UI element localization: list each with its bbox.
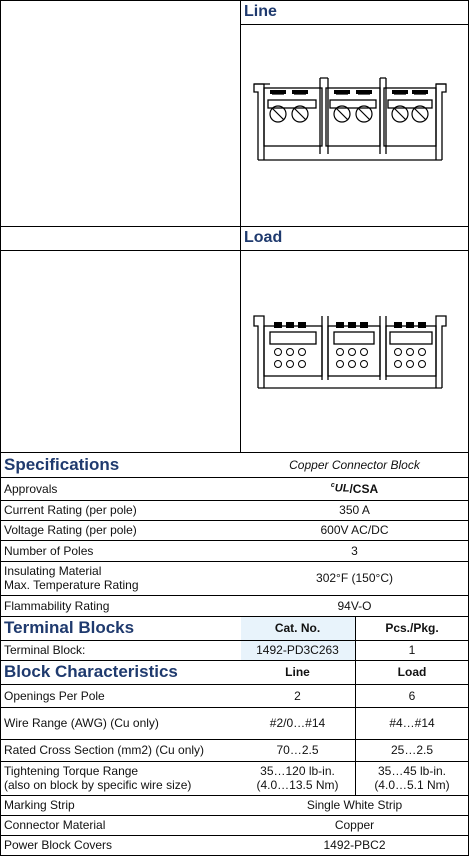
divider — [240, 24, 469, 25]
load-block-diagram — [250, 308, 450, 394]
spec-value: 302°F (150°C) — [316, 571, 393, 585]
char-label — [4, 764, 191, 792]
border-left — [0, 0, 1, 856]
line-value — [240, 764, 355, 792]
load-header: Load — [397, 665, 427, 679]
char-label: Openings Per Pole — [4, 688, 105, 703]
product-type: Copper Connector Block — [289, 457, 420, 472]
spec-label: Current Rating (per pole) — [4, 503, 137, 517]
char-value: Single White Strip — [306, 798, 403, 812]
line-header: Line — [285, 665, 310, 679]
line-block-diagram — [250, 74, 450, 164]
spec-label: Flammability Rating — [4, 598, 110, 613]
cat-no-value: 1492-PD3C263 — [256, 643, 339, 657]
char-label: Wire Range (AWG) (Cu only) — [4, 716, 159, 730]
border-top — [0, 0, 469, 1]
spec-value: 350 A — [339, 503, 370, 517]
spec-value: 3 — [351, 543, 358, 558]
divider — [0, 250, 469, 251]
char-label: Marking Strip — [4, 798, 75, 812]
spec-label-line: Insulating Material — [4, 564, 102, 578]
terminal-blocks-heading: Terminal Blocks — [4, 618, 135, 637]
spec-label: Approvals — [4, 481, 58, 496]
line-value-line: 35…120 lb-in. — [260, 764, 335, 778]
ul-mark-icon: $^c$UL — [330, 482, 350, 495]
pcs-value: 1 — [408, 643, 416, 657]
spec-label: Number of Poles — [4, 543, 94, 558]
line-value: #2/0…#14 — [269, 716, 326, 730]
char-label: Connector Material — [4, 818, 106, 832]
char-value: Copper — [334, 818, 375, 832]
load-value-line: 35…45 lb-in. — [377, 764, 447, 778]
char-value: 1492-PBC2 — [323, 838, 386, 852]
block-characteristics-heading: Block Characteristics — [4, 662, 178, 681]
load-value: 25…2.5 — [390, 743, 434, 757]
spec-label — [4, 564, 139, 592]
line-title: Line — [244, 3, 277, 20]
pcs-header: Pcs./Pkg. — [385, 621, 439, 635]
spec-value: 94V-O — [337, 598, 372, 613]
divider — [0, 226, 469, 227]
load-value: #4…#14 — [389, 716, 435, 730]
char-label-line: (also on block by specific wire size) — [4, 778, 192, 792]
spec-value: 600V AC/DC — [320, 523, 389, 537]
load-value-line: (4.0…5.1 Nm) — [374, 778, 450, 792]
spec-label: Voltage Rating (per pole) — [4, 523, 137, 537]
spec-value: /CSA — [349, 481, 379, 496]
spec-label-line: Max. Temperature Rating — [4, 578, 139, 592]
line-value: 70…2.5 — [276, 743, 319, 757]
load-value: 6 — [408, 688, 416, 703]
char-label: Rated Cross Section (mm2) (Cu only) — [4, 743, 205, 757]
cat-no-header: Cat. No. — [274, 621, 321, 635]
divider — [0, 761, 469, 762]
char-label: Power Block Covers — [4, 838, 113, 852]
line-value: 2 — [294, 688, 301, 703]
load-title: Load — [244, 229, 283, 246]
load-value — [355, 764, 469, 792]
line-value-line: (4.0…13.5 Nm) — [256, 778, 339, 792]
terminal-block-label: Terminal Block: — [4, 643, 86, 657]
specifications-heading: Specifications — [4, 454, 120, 474]
char-label-line: Tightening Torque Range — [4, 764, 139, 778]
approvals-value — [240, 477, 469, 500]
